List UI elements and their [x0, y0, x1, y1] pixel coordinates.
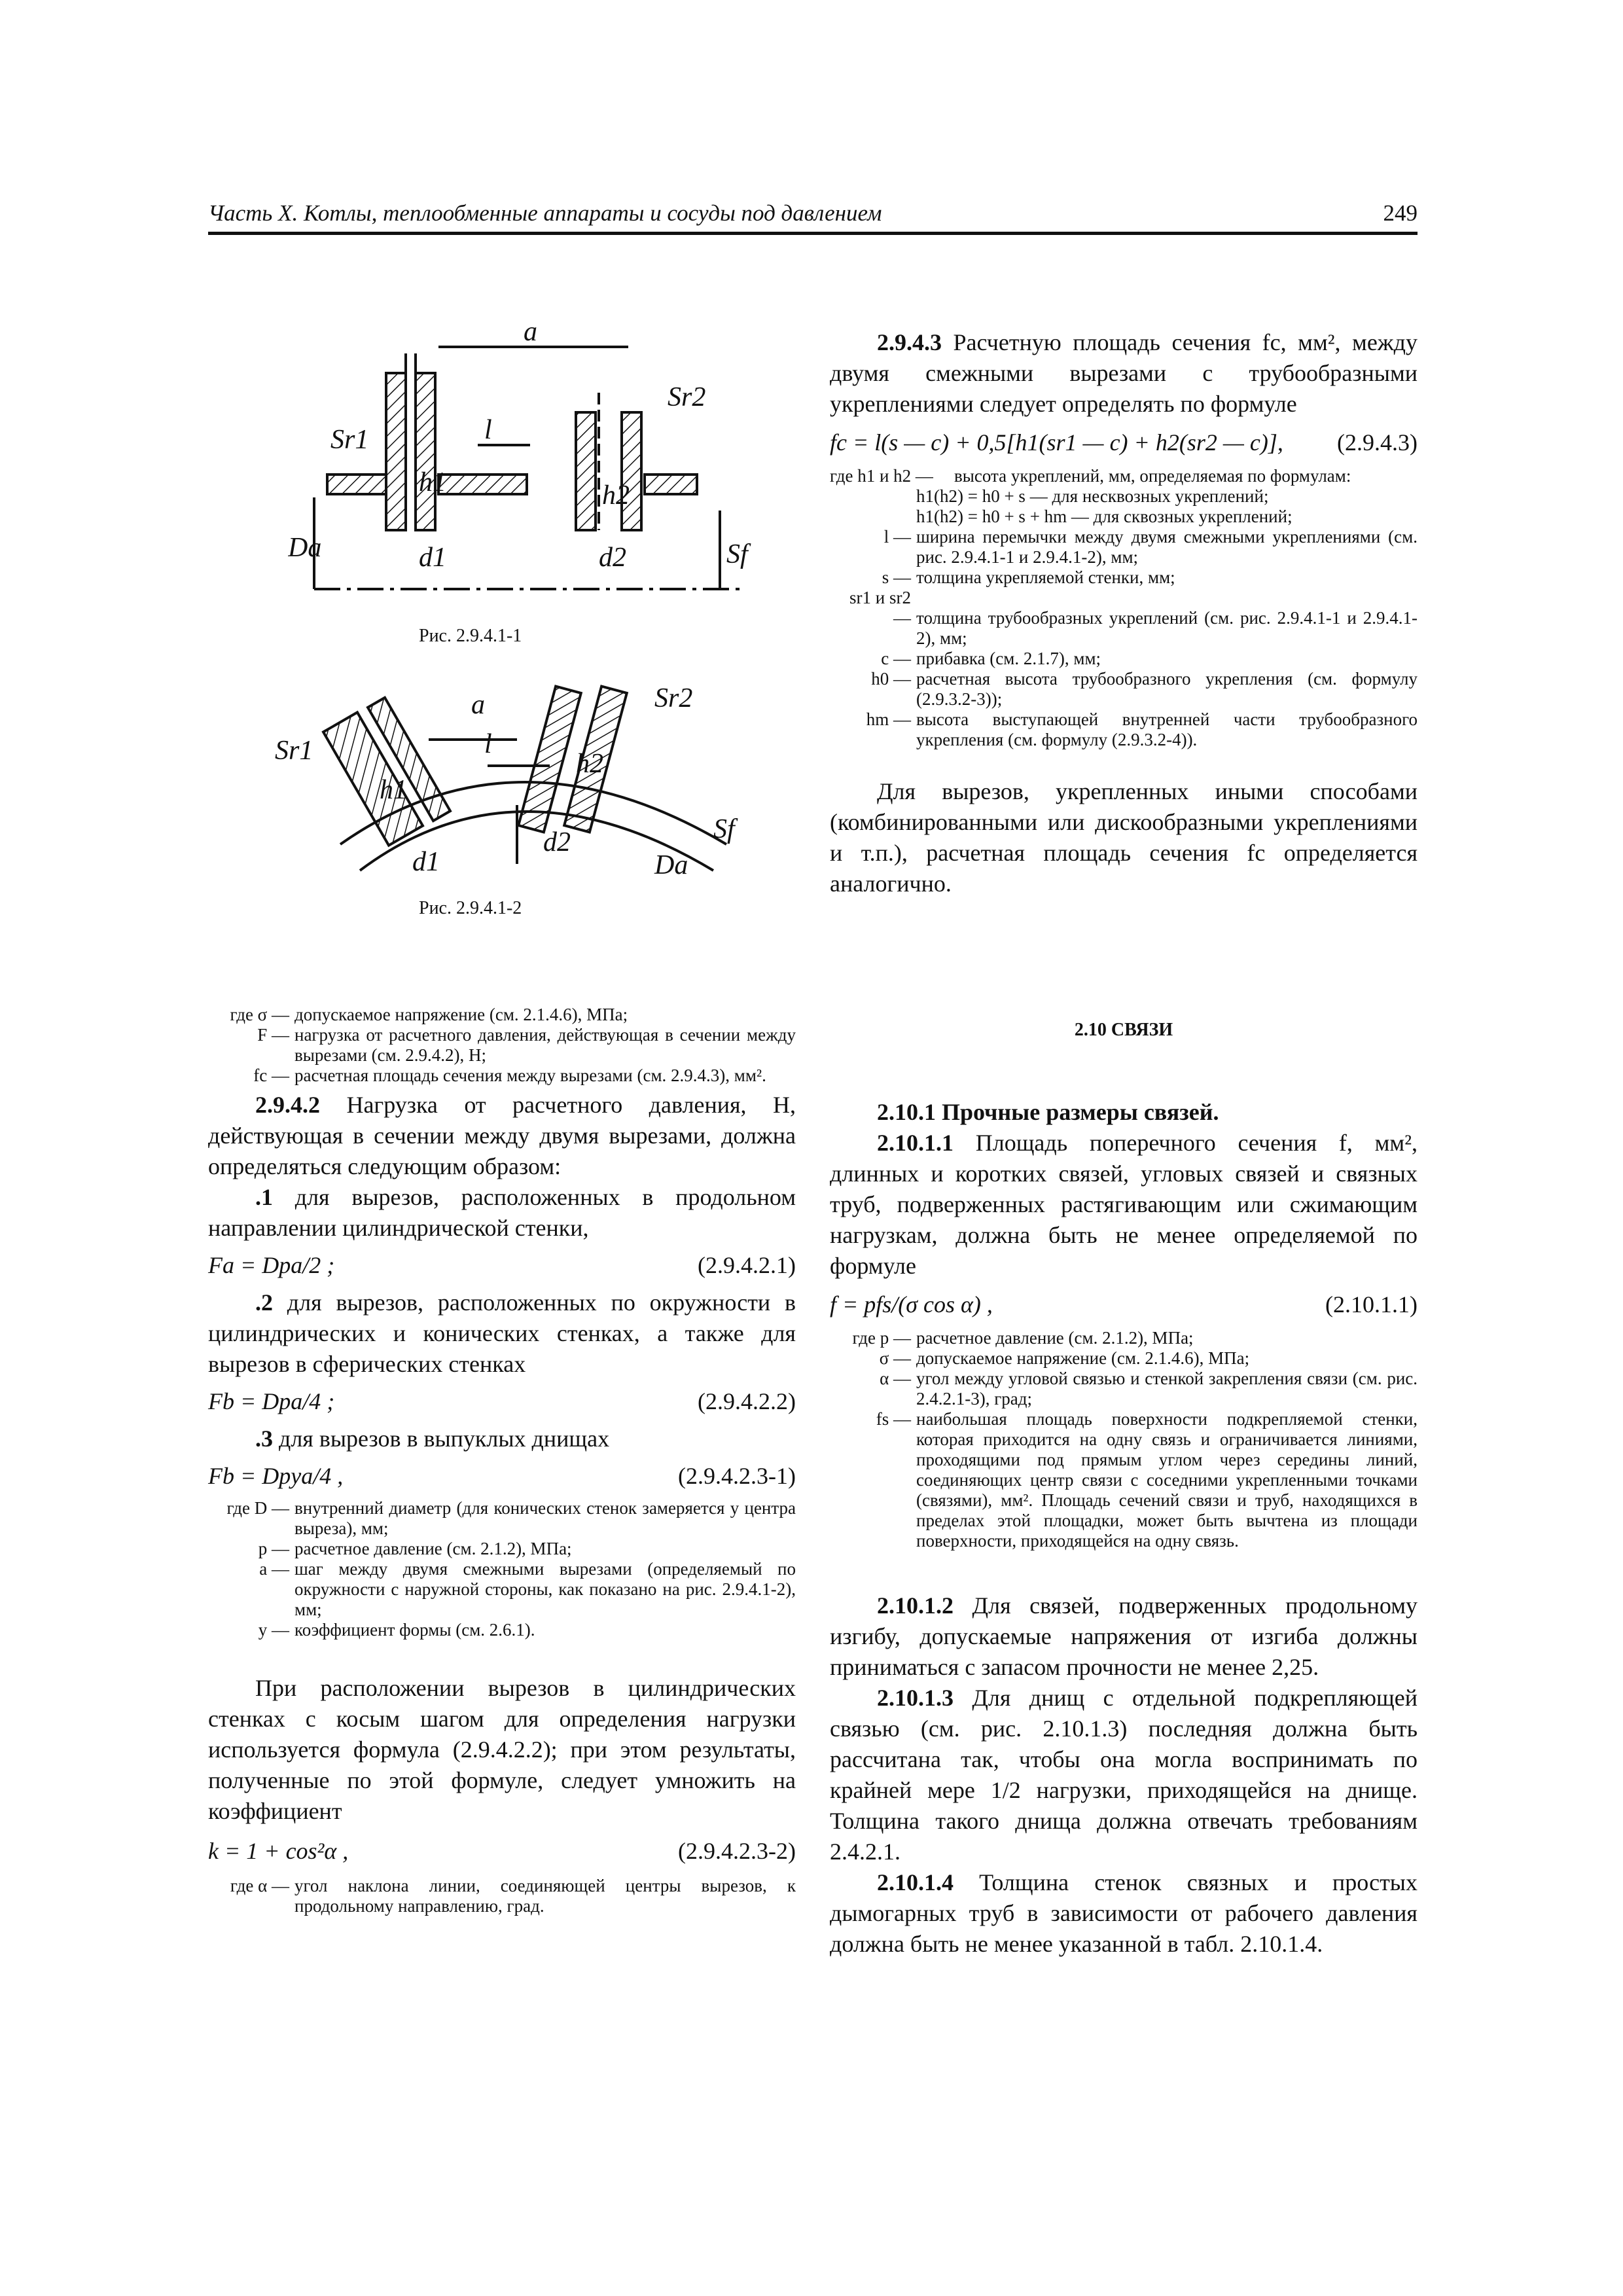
- fig1-label-da: Da: [288, 533, 322, 563]
- where-item: где σ — допускаемое напряжение (см. 2.1.4.6), МПа;: [230, 1005, 628, 1024]
- where-item: где α — угол наклона линии, соединяющей центры вырезов, к продольному направлению, град.: [230, 1876, 796, 1916]
- where-item: p — расчетное давление (см. 2.1.2), МПа;: [258, 1539, 572, 1558]
- where-item: h1(h2) = h0 + s — для несквозных укреплений;: [916, 486, 1269, 506]
- item-1: .1 для вырезов, расположенных в продольном направлении цилиндрической стенки,: [208, 1184, 796, 1241]
- fig1-label-sr1: Sr1: [330, 425, 369, 455]
- where-list-3: [208, 1876, 796, 1916]
- paragraph-other-cutouts: Для вырезов, укрепленных иными способами (комбинированными или дискообразными укреплениями и т.п.), расчетная площадь сечения fc определяется аналогично.: [830, 778, 1418, 897]
- where-item: y — коэффициент формы (см. 2.6.1).: [258, 1620, 535, 1640]
- fig2-label-sf: Sf: [713, 814, 735, 844]
- fig1-caption: Рис. 2.9.4.1-1: [419, 626, 522, 646]
- where-item: s — толщина укрепляемой стенки, мм;: [882, 567, 1175, 587]
- formula-2-9-4-2-1: Fa = Dpa/2 ; (2.9.4.2.1): [208, 1252, 796, 1278]
- where-item: где p — расчетное давление (см. 2.1.2), МПа;: [852, 1328, 1194, 1348]
- fig2-label-l: l: [484, 729, 492, 759]
- fig1-label-a: a: [524, 317, 537, 347]
- paragraph-2-9-4-3: 2.9.4.3 Расчетную площадь сечения fc, мм², между двумя смежными вырезами с трубообразными укреплениями следует определять по формуле: [830, 329, 1418, 417]
- where-item: c — прибавка (см. 2.1.7), мм;: [881, 649, 1101, 668]
- fig2-label-da: Da: [654, 850, 688, 880]
- item-2: .2 для вырезов, расположенных по окружности в цилиндрических и конических стенках, а также для вырезов в сферических стенках: [208, 1289, 796, 1377]
- page-number: 249: [1383, 200, 1418, 226]
- fig2-label-sr1: Sr1: [275, 736, 313, 766]
- section-title-2-10: 2.10 СВЯЗИ: [1074, 1020, 1173, 1040]
- fig1-label-h1: h1: [419, 467, 446, 497]
- left-column: [208, 1005, 796, 1916]
- paragraph-2-10-1-4: 2.10.1.4 Толщина стенок связных и простых дымогарных труб в зависимости от рабочего давления должна быть не менее указанной в табл. 2.10.1.4.: [830, 1869, 1418, 1957]
- right-column-top: [830, 327, 1418, 899]
- fig1-label-d1: d1: [419, 543, 446, 573]
- where-item: a — шаг между двумя смежными вырезами (определяемый по окружности с наружной стороны, как показано на рис. 2.9.4.1-2), мм;: [259, 1559, 796, 1619]
- heading-2-10-1: 2.10.1 Прочные размеры связей.: [877, 1099, 1219, 1125]
- fig1-label-sr2: Sr2: [668, 382, 706, 412]
- paragraph-2-10-1-3: 2.10.1.3 Для днищ с отдельной подкрепляющей связью (см. рис. 2.10.1.3) последняя должна быть рассчитана так, чтобы она могла воспринимать по крайней мере 1/2 нагрузки, приходящейся на днище. Толщина такого днища должна отвечать требованиям 2.4.2.1.: [830, 1685, 1418, 1865]
- page-header: [208, 200, 1418, 235]
- formula-2-9-4-2-3-2: k = 1 + cos²α , (2.9.4.2.3-2): [208, 1838, 796, 1864]
- where-item: fc — расчетная площадь сечения между вырезами (см. 2.9.4.3), мм².: [253, 1066, 766, 1085]
- where-item: α — угол между угловой связью и стенкой закрепления связи (см. рис. 2.4.2.1-3), град;: [880, 1369, 1418, 1408]
- fig2-label-sr2: Sr2: [654, 683, 693, 713]
- where-item: h0 — расчетная высота трубообразного укрепления (см. формулу (2.9.3.2-3));: [871, 669, 1418, 709]
- where-list-r1: [830, 466, 1418, 750]
- formula-2-10-1-1: f = pfs/(σ cos α) , (2.10.1.1): [830, 1291, 1418, 1318]
- where-item: sr1 и sr2 — толщина трубообразных укреплений (см. рис. 2.9.4.1-1 и 2.9.4.1-2), мм;: [849, 588, 1418, 648]
- paragraph-2-9-4-2: 2.9.4.2 Нагрузка от расчетного давления, Н, действующая в сечении между двумя вырезами, должна определяться следующим образом:: [208, 1092, 796, 1179]
- where-item: где D — внутренний диаметр (для конических стенок замеряется у центра выреза), мм;: [226, 1498, 796, 1538]
- where-item: hm — высота выступающей внутренней части трубообразного укрепления (см. формулу (2.9.3.2-4)).: [866, 709, 1418, 749]
- where-list-1: [208, 1005, 796, 1086]
- formula-2-9-4-3: fc = l(s — c) + 0,5[h1(sr1 — c) + h2(sr2 — c)], (2.9.4.3): [830, 429, 1418, 456]
- fig1-label-l: l: [484, 415, 492, 445]
- fig2-label-h1: h1: [380, 775, 407, 805]
- fig2-label-h2: h2: [576, 749, 603, 779]
- formula-2-9-4-2-3-1: Fb = Dpya/4 , (2.9.4.2.3-1): [208, 1463, 796, 1489]
- where-list-r2: [830, 1328, 1418, 1551]
- where-item: σ — допускаемое напряжение (см. 2.1.4.6), МПа;: [879, 1348, 1250, 1368]
- where-item: где h1 и h2 — высота укреплений, мм, определяемая по формулам:: [830, 466, 1351, 486]
- fig2-label-a: a: [471, 690, 485, 720]
- where-item: F — нагрузка от расчетного давления, действующая в сечении между вырезами (см. 2.9.4.2), Н;: [257, 1025, 796, 1065]
- item-3: .3 для вырезов в выпуклых днищах: [255, 1426, 610, 1452]
- formula-2-9-4-2-2: Fb = Dpa/4 ; (2.9.4.2.2): [208, 1388, 796, 1414]
- fig2-label-d1: d1: [412, 847, 440, 877]
- where-item: fs — наибольшая площадь поверхности подкрепляемой стенки, которая приходится на одну связь и ограничивается линиями, проходящими под прямым углом через середины линий, соединяющих центр связи с соседними укрепленными точками (связями), мм². Площадь сечений связи и труб, находящихся в пределах этой площадки, может быть вычтена из площади поверхности, приходящейся на одну связь.: [876, 1409, 1418, 1551]
- figure-2-9-4-1-1: [288, 314, 759, 641]
- fig1-label-sf: Sf: [726, 539, 748, 569]
- paragraph-2-10-1-1: 2.10.1.1 Площадь поперечного сечения f, мм², длинных и коротких связей, угловых связей и связных труб, подверженных растягивающим или сжимающим нагрузкам, должна быть не менее определяемой по формуле: [830, 1130, 1418, 1279]
- where-item: l — ширина перемычки между двумя смежными укреплениями (см. рис. 2.9.4.1-1 и 2.9.4.1-2), мм;: [883, 527, 1418, 567]
- fig1-label-h2: h2: [602, 480, 630, 511]
- fig1-label-d2: d2: [599, 543, 626, 573]
- where-list-2: [208, 1498, 796, 1640]
- fig2-label-d2: d2: [543, 827, 571, 857]
- paragraph-2-10-1-2: 2.10.1.2 Для связей, подверженных продольному изгибу, допускаемые напряжения от изгиба должны приниматься с запасом прочности не менее 2,25.: [830, 1592, 1418, 1680]
- running-title: Часть X. Котлы, теплообменные аппараты и сосуды под давлением: [208, 200, 882, 226]
- figure-2-9-4-1-2: [268, 674, 766, 890]
- fig2-caption: Рис. 2.9.4.1-2: [419, 898, 522, 918]
- where-item: h1(h2) = h0 + s + hm — для сквозных укреплений;: [916, 507, 1293, 526]
- right-column-bottom: [830, 1097, 1418, 1960]
- paragraph-oblique: При расположении вырезов в цилиндрических стенках с косым шагом для определения нагрузки используется формула (2.9.4.2.2); при этом результаты, полученные по этой формуле, следует умножить на коэффициент: [208, 1675, 796, 1824]
